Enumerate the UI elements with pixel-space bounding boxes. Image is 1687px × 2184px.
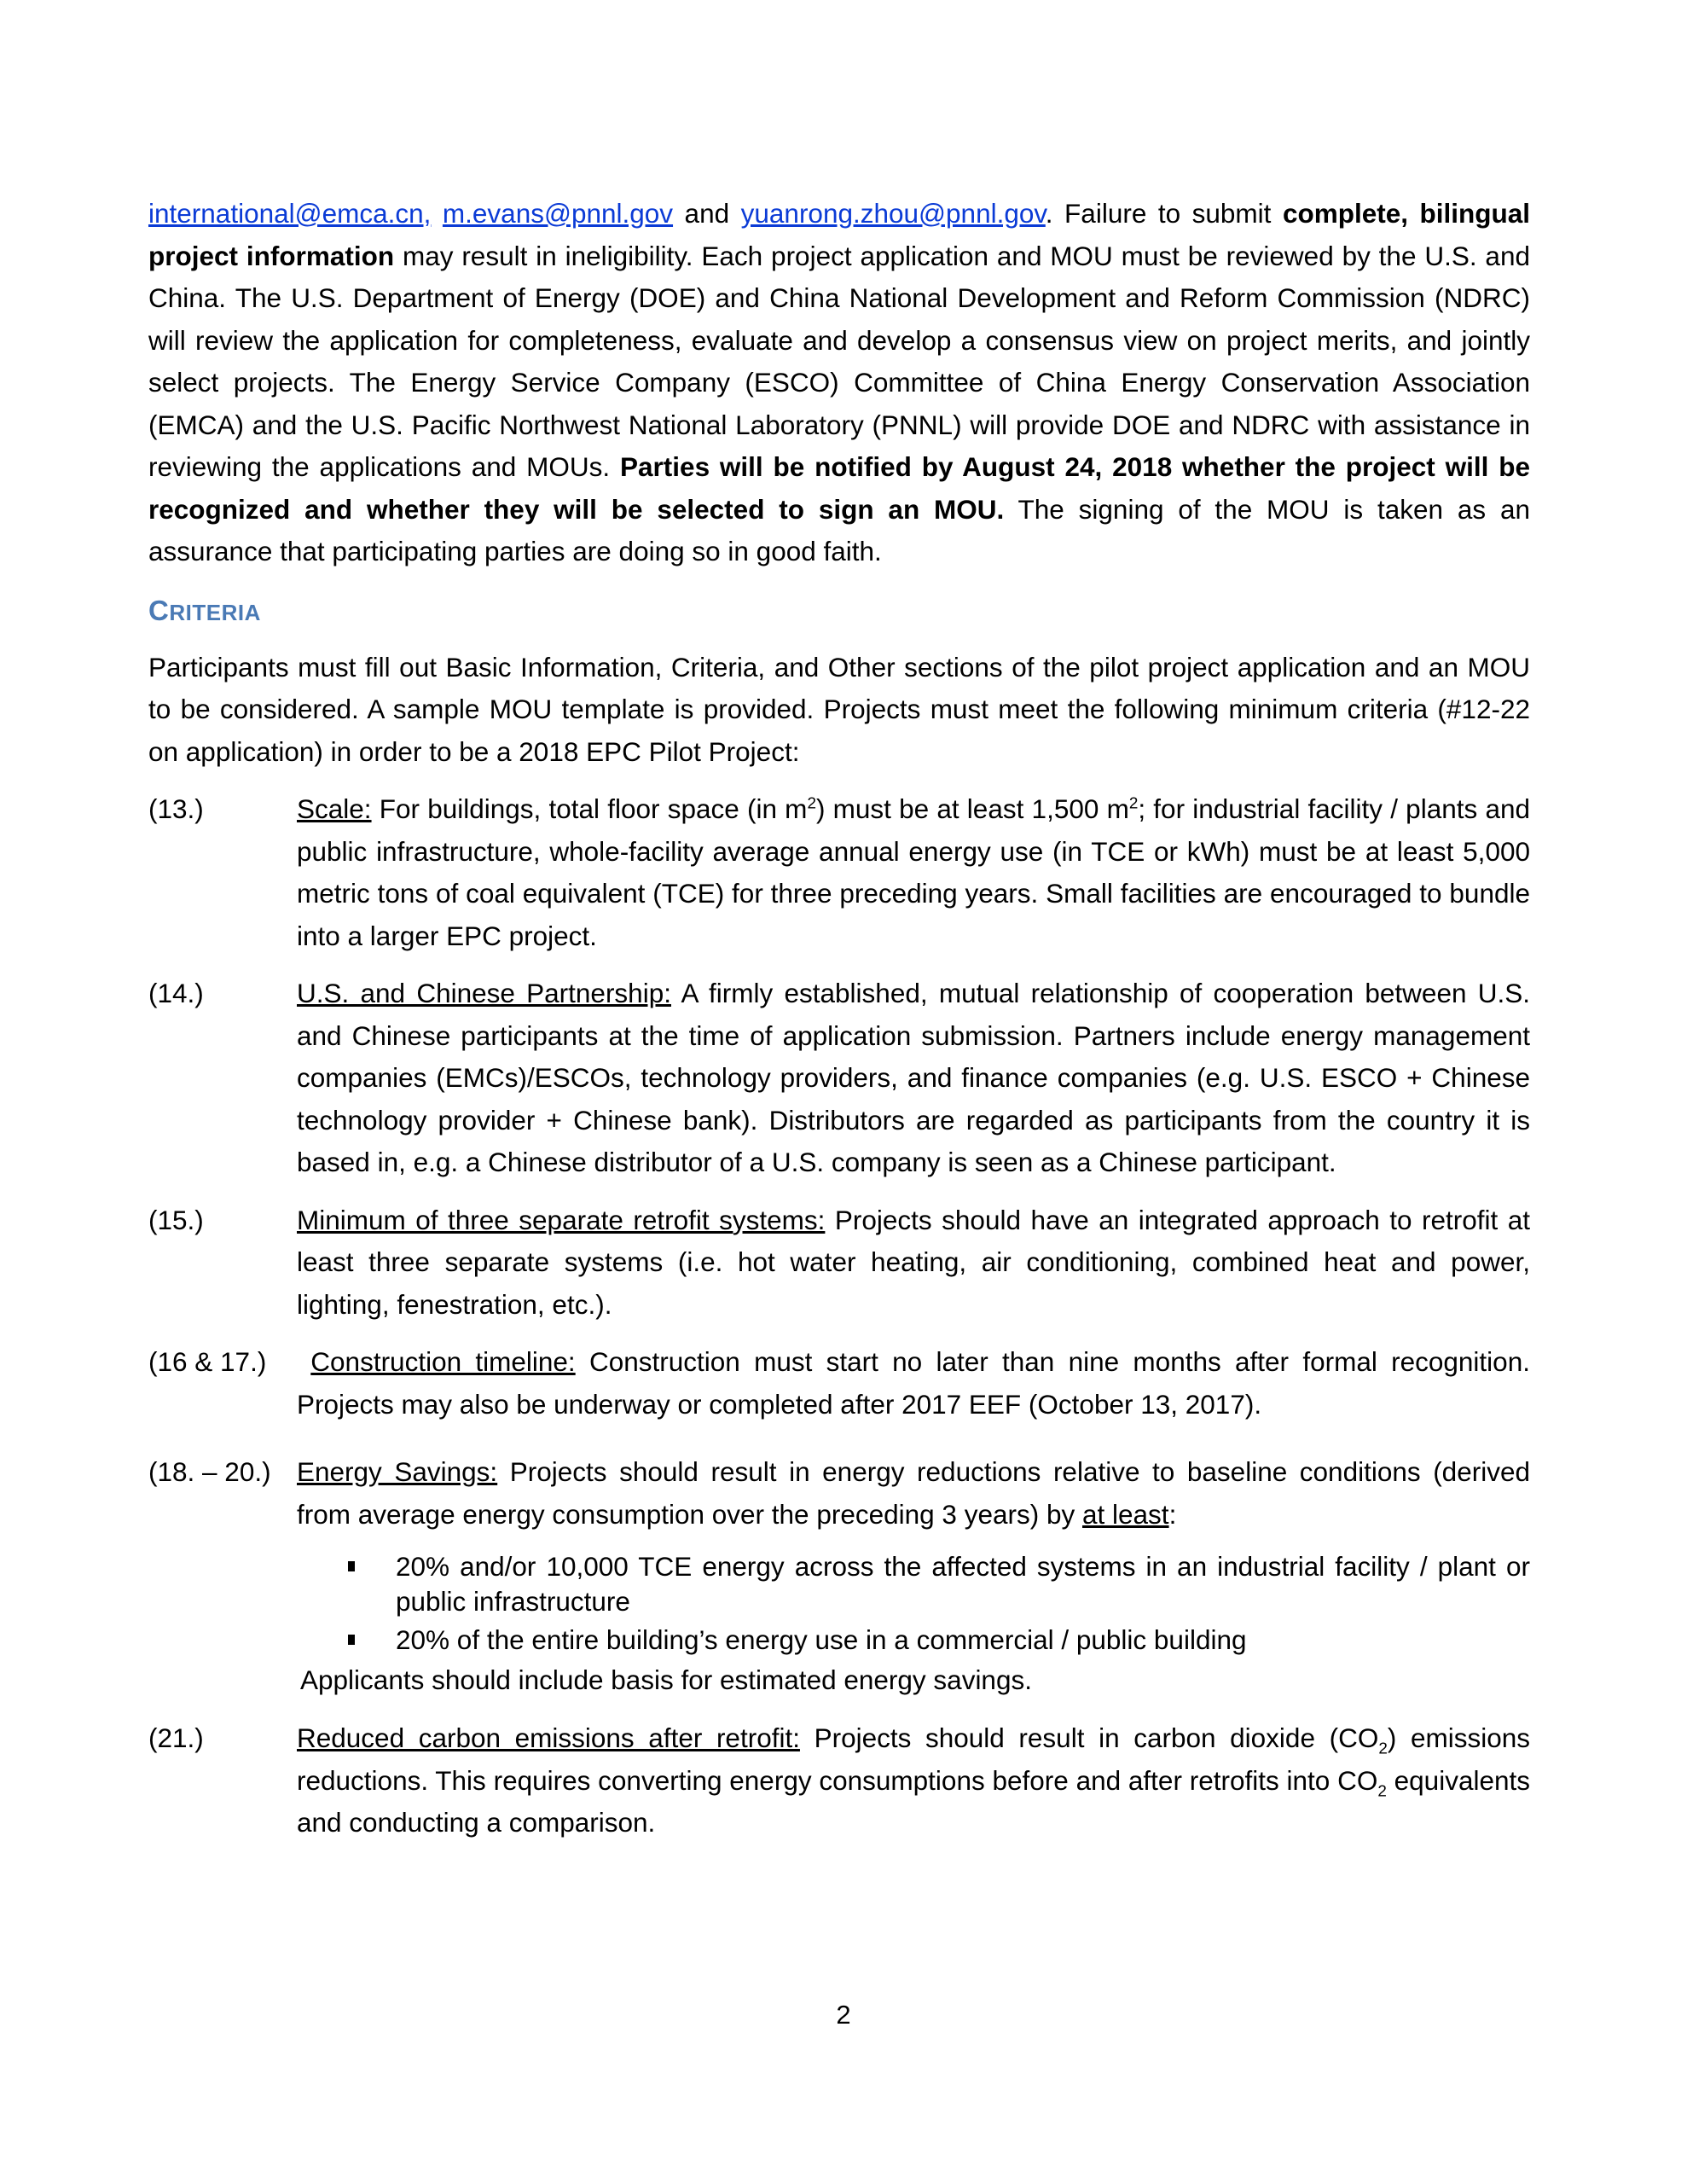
energy-savings-note: Applicants should include basis for estimated energy savings. [300, 1664, 1032, 1695]
criterion-21-carbon-emissions: (21.) Reduced carbon emissions after retrofit: Projects should result in carbon dioxide $(CO_2)$ emissions reductions. This requires converting energy consumptions before and after retrofits into $CO_2$ equivalents and conducting a comparison. [148, 1717, 1530, 1844]
intro-paragraph: international@emca.cn, m.evans@pnnl.gov and yuanrong.zhou@pnnl.gov. Failure to submit complete, bilingual project information may result in ineligibility. Each project application and MOU must be reviewed by the U.S. and China. The U.S. Department of Energy (DOE) and China National Development and Reform Commission (NDRC) will review the application for completeness, evaluate and develop a consensus view on project merits, and jointly select projects. The Energy Service Company (ESCO) Committee of China Energy Conservation Association (EMCA) and the U.S. Pacific Northwest National Laboratory (PNNL) will provide DOE and NDRC with assistance in reviewing the applications and MOUs. Parties will be notified by August 24, 2018 whether the project will be recognized and whether they will be selected to sign an MOU. The signing of the MOU is taken as an assurance that participating parties are doing so in good faith. [148, 198, 1531, 566]
document-page [148, 193, 1530, 1844]
bold-notification-date: Parties will be notified by August 24, 2018 whether the project will be recognized and whether they will be selected to sign an MOU. [148, 451, 1531, 525]
square-bullet-icon [348, 1635, 355, 1645]
criteria-heading: CRITERIA [148, 594, 261, 626]
bold-requirement: complete, bilingual project information [148, 198, 1530, 271]
criterion-title: Scale: [297, 793, 372, 824]
square-bullet-icon [348, 1561, 355, 1571]
criterion-number: (14.) [148, 978, 204, 1008]
criterion-number: (21.) [148, 1722, 204, 1753]
criterion-title: Minimum of three separate retrofit systems: [297, 1204, 826, 1235]
criterion-14-partnership: (14.) U.S. and Chinese Partnership: A firmly established, mutual relationship of cooperation between U.S. and Chinese participants at the time of application submission. Partners include energy management companies (EMCs)/ESCOs, technology providers, and finance companies (e.g. U.S. ESCO + Chinese technology provider + Chinese bank). Distributors are regarded as participants from the country it is based in, e.g. a Chinese distributor of a U.S. company is seen as a Chinese participant. [148, 973, 1530, 1184]
criterion-title: Reduced carbon emissions after retrofit: [297, 1722, 800, 1753]
criterion-13-scale: (13.) Scale: For buildings, total floor space (in $m^2$) must be at least 1,500 $m^2$; for industrial facility / plants and public infrastructure, whole-facility average annual energy use (in TCE or kWh) must be at least 5,000 metric tons of coal equivalent (TCE) for three preceding years. Small facilities are encouraged to bundle into a larger EPC project. [148, 788, 1530, 957]
page-number: 2 [836, 2000, 851, 2030]
criterion-15-retrofit-systems: (15.) Minimum of three separate retrofit systems: Projects should have an integrated approach to retrofit at least three separate systems (i.e. hot water heating, air conditioning, combined heat and power, lighting, fenestration, etc.). [148, 1199, 1530, 1327]
criterion-16-17-construction-timeline: (16 & 17.) Construction timeline: Construction must start no later than nine months after formal recognition. Projects may also be underway or completed after 2017 EEF (October 13, 2017). [148, 1341, 1530, 1426]
criteria-intro: Participants must fill out Basic Information, Criteria, and Other sections of the pilot project application and an MOU to be considered. A sample MOU template is provided. Projects must meet the following minimum criteria (#12-22 on application) in order to be a 2018 EPC Pilot Project: [148, 651, 1530, 767]
email-link-zhou[interactable]: yuanrong.zhou@pnnl.gov [740, 198, 1046, 229]
criterion-number: (13.) [148, 793, 204, 824]
energy-savings-list [297, 1549, 1530, 1658]
criterion-title: U.S. and Chinese Partnership: [297, 978, 671, 1008]
email-link-emca[interactable]: international@emca.cn, [148, 198, 432, 229]
criterion-18-20-energy-savings: (18. – 20.) Energy Savings: Projects should result in energy reductions relative to baseline conditions (derived from average energy consumption over the preceding 3 years) by at least: 20% and/or 10,000 TCE energy across the affected systems in an industrial facility / plant or public infrastructure 20% of the entire building’s energy use in a commercial / public building Applicants should include basis for estimated energy savings. [148, 1451, 1530, 1699]
list-item: 20% and/or 10,000 TCE energy across the affected systems in an industrial facility / plant or public infrastructure [396, 1549, 1530, 1619]
criterion-number: (15.) [148, 1204, 204, 1235]
email-link-evans[interactable]: m.evans@pnnl.gov [442, 198, 674, 229]
criterion-title: Energy Savings: [297, 1456, 498, 1487]
criterion-number: (18. – 20.) [148, 1456, 271, 1487]
criterion-number: (16 & 17.) [148, 1346, 267, 1377]
criterion-title: Construction timeline: [310, 1346, 576, 1377]
list-item: 20% of the entire building’s energy use in a commercial / public building [396, 1623, 1530, 1658]
